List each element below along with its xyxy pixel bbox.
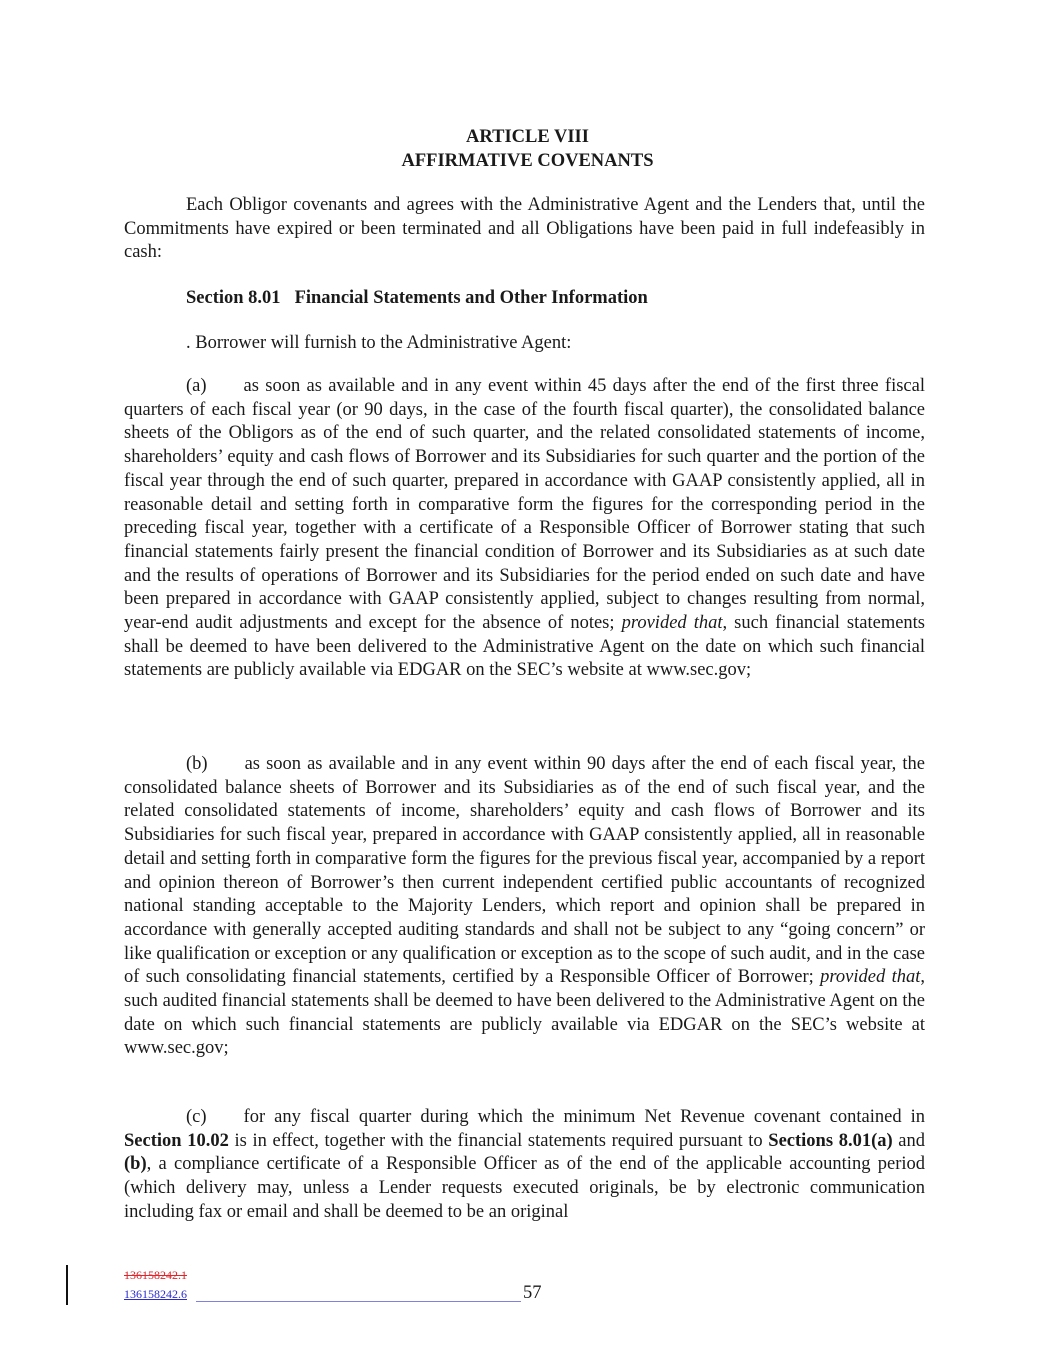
clause-a-text-cont: , such financial statements shall be deemed to have been delivered to the Administrative Agent on the date on which such financial statements are publicly available via EDGAR on the SEC’s website at www.sec.gov; (124, 613, 926, 681)
footer-doc-id-deleted: 136158242.1 (124, 1268, 187, 1282)
clause-b-text: as soon as available and in any event within 90 days after the end of each fiscal year, the consolidated balance sheets of Borrower and its Subsidiaries as of the end of such fiscal year, and the related consolidated statements of income, shareholders’ equity and cash flows of Borrower and its Subsidiaries for such fiscal year, prepared in accordance with GAAP consistently applied, all in reasonable detail and setting forth in comparative form the figures for the previous fiscal year, accompanied by a report and opinion thereon of Borrower’s then current independent certified public accountants of recognized national standing acceptable to the Majority Lenders, which report and opinion shall be prepared in accordance with generally accepted auditing standards and shall not be subject to any “going concern” or like qualification or exception or any qualification or exception as to the scope of such audit, and in the case of such consolidating financial statements, certified by a Responsible Officer of Borrower; (124, 754, 925, 988)
clause-b (124, 753, 925, 1061)
clause-c-label: (c) (186, 1107, 207, 1127)
clause-c-text-3: and (892, 1130, 925, 1151)
clause-c-text-4: , a compliance certificate of a Responsible Officer as of the end of the applicable accounting period (which delivery may, unless a Lender requests executed originals, be by electronic communication including fax or email and shall be deemed to be an original (124, 1154, 925, 1222)
section-title: Financial Statements and Other Information (294, 288, 648, 308)
clause-b-proviso: provided that (820, 967, 921, 988)
clause-b-label: (b) (186, 754, 208, 774)
article-title: AFFIRMATIVE COVENANTS (401, 151, 654, 171)
section-heading (186, 286, 648, 310)
footer-doc-id-inserted: 136158242.6 (124, 1287, 187, 1301)
article-number: ARTICLE VIII (466, 127, 589, 147)
clause-b-text-cont: , such audited financial statements shall be deemed to have been delivered to the Administrative Agent on the date on which such financial statements are publicly available via EDGAR on the SEC’s website at www.sec.gov; (124, 967, 925, 1059)
clause-c (124, 1106, 925, 1225)
section-lead-in: . Borrower will furnish to the Administrative Agent: (186, 333, 572, 353)
intro-paragraph (124, 194, 925, 265)
clause-a-text: as soon as available and in any event within 45 days after the end of the first three fiscal quarters of each fiscal year (or 90 days, in the case of the fourth fiscal quarter), the consolidated balance sheets of the Obligors as of the end of such quarter, and the related consolidated statements of income, shareholders’ equity and cash flows of Borrower and its Subsidiaries for such quarter and the portion of the fiscal year through the end of such quarter, prepared in accordance with GAAP consistently applied, all in reasonable detail and setting forth in comparative form the figures for the corresponding period in the preceding fiscal year, together with a certificate of a Responsible Officer of Borrower stating that such financial statements fairly present the financial condition of Borrower and its Subsidiaries as at such date and the results of operations of Borrower and its Subsidiaries for the period ended on such date and have been prepared in accordance with GAAP consistently applied, subject to changes resulting from normal, year-end audit adjustments and except for the absence of notes; (124, 376, 925, 634)
cross-ref-b: (b) (124, 1154, 147, 1175)
clause-c-text-2: is in effect, together with the financial statements required pursuant to (228, 1130, 769, 1151)
clause-a (124, 375, 925, 683)
cross-ref-section-8-01a: Sections 8.01(a) (768, 1130, 893, 1151)
cross-ref-section-10-02: Section 10.02 (124, 1130, 229, 1151)
clause-c-text: for any fiscal quarter during which the minimum Net Revenue covenant contained in (243, 1107, 925, 1127)
clause-a-proviso: provided that (621, 613, 723, 634)
footer-rule (196, 1301, 521, 1302)
page-number: 57 (523, 1283, 542, 1303)
intro-text: Each Obligor covenants and agrees with the Administrative Agent and the Lenders that, until the Commitments have expired or been terminated and all Obligations have been paid in full indefeasibly in cash: (124, 195, 925, 263)
clause-a-label: (a) (186, 376, 207, 396)
section-number: Section 8.01 (186, 288, 281, 308)
revision-change-bar (66, 1265, 68, 1305)
